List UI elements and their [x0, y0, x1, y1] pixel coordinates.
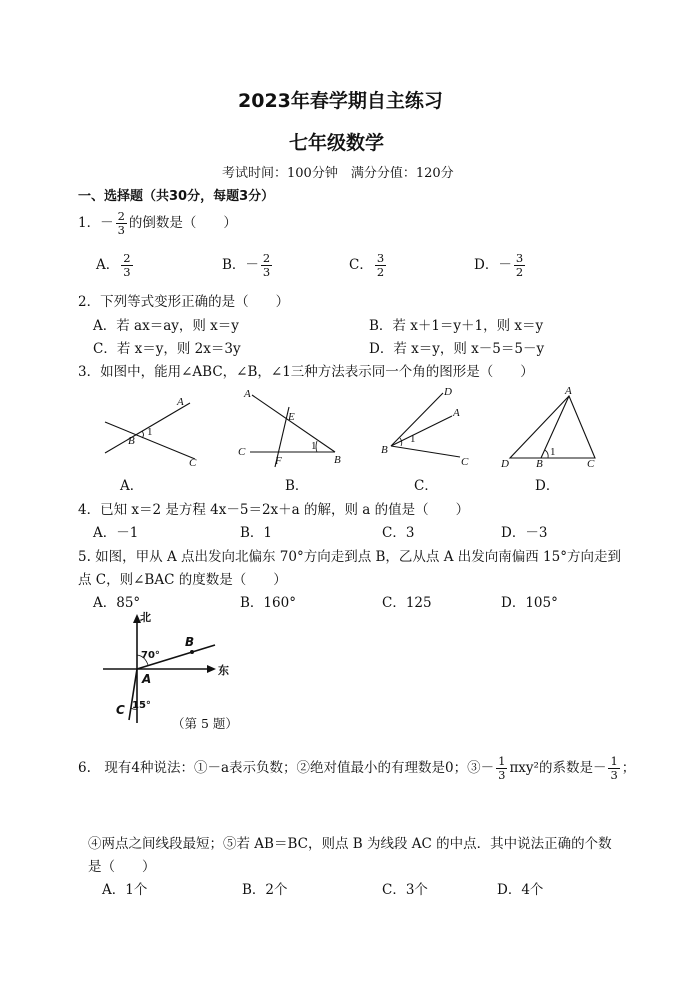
question-4: 4．已知 x＝2 是方程 4x－5＝2x＋a 的解，则 a 的值是（ ）	[78, 502, 470, 518]
q4-option-d[interactable]: D．－3	[501, 525, 548, 541]
frac-num: 2	[123, 251, 131, 265]
q1-suffix: 的倒数是（ ）	[128, 215, 237, 231]
q6-part2: πxy²的系数是－	[509, 760, 607, 776]
option-sign: －	[498, 257, 512, 273]
q2-option-d[interactable]: D．若 x＝y，则 x－5＝5－y	[369, 341, 545, 357]
fig-d-label-a: A	[565, 385, 572, 397]
q1-option-d[interactable]	[474, 252, 527, 279]
fig-b-label-a: A	[244, 388, 251, 400]
section-heading: 一、选择题（共30分，每题3分）	[78, 189, 275, 204]
label-east: 东	[218, 664, 229, 677]
q3-option-b[interactable]: B．	[285, 478, 309, 494]
q5-option-b[interactable]: B．160°	[240, 595, 296, 611]
point-b-dot	[190, 650, 194, 654]
q6-option-b[interactable]: B．2个	[242, 882, 288, 898]
frac-num: 1	[610, 754, 618, 768]
frac-num: 3	[515, 251, 524, 265]
fig-d-angle-arc	[545, 450, 548, 458]
fig-c-label-c: C	[461, 456, 469, 468]
q4-option-a[interactable]: A．－1	[93, 525, 139, 541]
q2-option-c[interactable]: C．若 x＝y，则 2x＝3y	[93, 341, 241, 357]
label-c: C	[116, 703, 125, 717]
frac-den: 3	[262, 265, 271, 279]
fig-b-label-e: E	[288, 411, 295, 423]
fig-a-label-c: C	[189, 457, 197, 469]
fig-c-label-d: D	[444, 386, 452, 398]
frac-den: 3	[610, 768, 618, 782]
fig-d-label-d: D	[501, 458, 509, 468]
fig-d-label-b: B	[536, 458, 543, 468]
q1-frac-den: 3	[117, 223, 125, 237]
fig-b-label-c: C	[238, 446, 246, 458]
question-1	[78, 210, 237, 237]
q5-option-c[interactable]: C．125	[382, 595, 432, 611]
question-6-line2: ④两点之间线段最短；⑤若 AB＝BC，则点 B 为线段 AC 的中点．其中说法正确的个数	[88, 836, 612, 852]
option-label: B．	[222, 257, 246, 273]
q3-figure-c	[378, 383, 483, 468]
q3-figure-d	[495, 383, 610, 468]
east-arrowhead	[207, 665, 216, 673]
option-fraction	[375, 252, 386, 279]
fig-c-label-a: A	[453, 407, 460, 419]
q3-option-a[interactable]: A．	[120, 478, 144, 494]
question-5-line2: 点 C，则∠BAC 的度数是（ ）	[78, 572, 287, 588]
option-label: D．	[474, 257, 499, 273]
label-north: 北	[140, 611, 151, 624]
q6-part1: 6. 现有4种说法：①－a表示负数；②绝对值最小的有理数是0；③－	[78, 760, 495, 776]
q1-minus: －	[100, 215, 114, 231]
fig-c-line-bc	[391, 446, 460, 457]
ray-ac	[129, 669, 137, 720]
option-sign: －	[245, 257, 259, 273]
fig-a-label-1: 1	[147, 426, 153, 438]
fig-c-label-b: B	[381, 444, 388, 456]
q3-figure-b	[235, 385, 350, 470]
q3-figure-a	[95, 385, 215, 470]
fig-b-label-b: B	[334, 454, 341, 466]
fig-d-label-1: 1	[550, 446, 556, 458]
fig-a-label-a: A	[177, 396, 184, 408]
option-fraction	[121, 252, 132, 279]
q1-number: 1．	[78, 215, 101, 231]
q4-option-b[interactable]: B．1	[240, 525, 273, 541]
q1-fraction	[116, 210, 127, 237]
frac-den: 2	[515, 265, 524, 279]
q5-option-a[interactable]: A．85°	[93, 595, 141, 611]
label-15-degrees: 15°	[132, 700, 151, 711]
option-fraction	[261, 252, 272, 279]
option-fraction	[514, 252, 525, 279]
frac-num: 2	[262, 251, 271, 265]
fig-d-label-c: C	[587, 458, 595, 468]
q3-option-d[interactable]: D．	[535, 478, 560, 494]
option-label: C．	[349, 257, 373, 273]
exam-info: 考试时间：100分钟 满分分值：120分	[222, 166, 454, 181]
question-3: 3．如图中，能用∠ABC，∠B，∠1三种方法表示同一个角的图形是（ ）	[78, 364, 534, 380]
q2-option-b[interactable]: B．若 x＋1＝y＋1，则 x＝y	[369, 318, 544, 334]
fig-c-line-ba	[391, 416, 452, 446]
q1-option-c[interactable]	[349, 252, 388, 279]
option-label: A．	[96, 257, 120, 273]
fig-b-label-1: 1	[311, 440, 317, 452]
label-b: B	[185, 635, 195, 649]
label-70-degrees: 70°	[141, 650, 160, 661]
q6-part3: ；	[621, 760, 636, 776]
question-5-line1: 5. 如图，甲从 A 点出发向北偏东 70°方向走到点 B，乙从点 A 出发向南偏西 15°方向走到	[78, 549, 621, 565]
q6-option-d[interactable]: D．4个	[497, 882, 544, 898]
label-a: A	[142, 672, 152, 686]
frac-den: 3	[498, 768, 506, 782]
fig-b-label-f: F	[275, 455, 282, 467]
question-6-line3: 是（ ）	[88, 859, 156, 875]
question-2: 2．下列等式变形正确的是（ ）	[78, 294, 290, 310]
q1-frac-num: 2	[117, 209, 125, 223]
question-6-line1	[78, 755, 635, 782]
fig-c-label-1: 1	[410, 433, 416, 445]
fig-a-label-b: B	[128, 435, 135, 447]
frac-den: 3	[123, 265, 131, 279]
q3-option-c[interactable]: C．	[414, 478, 438, 494]
paper-subtitle: 七年级数学	[289, 132, 385, 154]
q2-option-a[interactable]: A．若 ax＝ay，则 x＝y	[93, 318, 239, 334]
fig-c-line-bd	[391, 393, 443, 446]
paper-title: 2023年春学期自主练习	[238, 90, 443, 112]
q6-option-a[interactable]: A．1个	[102, 882, 148, 898]
q1-option-a[interactable]	[96, 252, 135, 279]
q6-option-c[interactable]: C．3个	[382, 882, 428, 898]
q6-fraction-2	[608, 755, 619, 782]
q5-compass-figure	[95, 608, 245, 726]
fig-b-line-ab	[252, 395, 335, 452]
q6-fraction-1	[496, 755, 507, 782]
figure-5-caption: （第 5 题）	[172, 716, 238, 731]
frac-num: 3	[376, 251, 385, 265]
frac-den: 2	[376, 265, 385, 279]
frac-num: 1	[498, 754, 506, 768]
q1-option-b[interactable]	[222, 252, 274, 279]
q4-option-c[interactable]: C．3	[382, 525, 415, 541]
q5-option-d[interactable]: D．105°	[501, 595, 558, 611]
